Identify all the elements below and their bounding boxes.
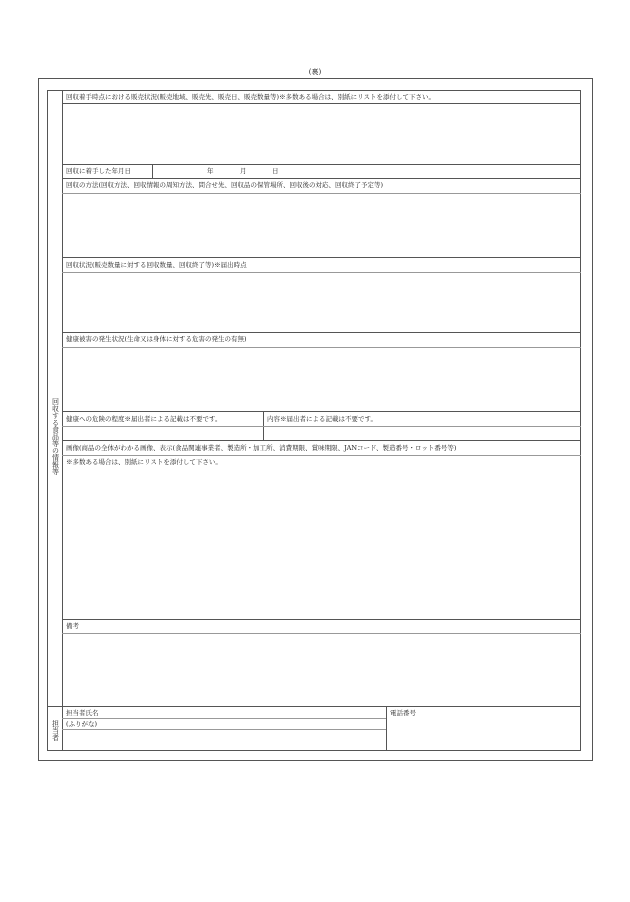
status-label: 回収状況(販売数量に対する回収数量、回収終了等)※届出時点 bbox=[66, 261, 247, 269]
divider bbox=[62, 455, 581, 456]
date-month: 月 bbox=[240, 167, 247, 175]
page-side-title: (裏) bbox=[308, 68, 322, 76]
divider bbox=[62, 729, 386, 730]
sales-status-label: 回収着手時点における販売状況(販売地域、販売先、販売日、販売数量等)※多数ある場合は、別紙にリストを添付して下さい。 bbox=[66, 93, 435, 101]
divider bbox=[62, 347, 581, 348]
date-day: 日 bbox=[272, 167, 279, 175]
divider bbox=[62, 718, 386, 719]
method-label: 回収の方法(回収方法、回収情報の周知方法、問合せ先、回収品の保管場所、回収後の対応、回収終了予定等) bbox=[66, 181, 384, 189]
image-label: 画像(商品の全体がわかる画像、表示(食品関連事業者、製造所・加工所、消費期限、賞味期限、JANコード、製造番号・ロット番号等) bbox=[66, 444, 457, 452]
person-name-label: 担当者氏名 bbox=[66, 709, 99, 717]
divider bbox=[62, 619, 581, 620]
content-label: 内容※届出者による記載は不要です。 bbox=[267, 415, 377, 423]
person-band-label: 担当者 bbox=[51, 719, 60, 741]
divider bbox=[62, 257, 581, 258]
divider bbox=[62, 103, 581, 104]
divider bbox=[386, 706, 387, 751]
divider bbox=[62, 272, 581, 273]
divider bbox=[152, 164, 153, 178]
divider bbox=[62, 178, 581, 179]
furigana-label: (ふりがな) bbox=[66, 720, 98, 728]
divider bbox=[62, 706, 581, 707]
date-year: 年 bbox=[207, 167, 214, 175]
divider bbox=[62, 633, 581, 634]
phone-label: 電話番号 bbox=[390, 709, 416, 717]
image-note: ※多数ある場合は、別紙にリストを添付して下さい。 bbox=[66, 458, 222, 466]
divider bbox=[62, 426, 581, 427]
food-info-band bbox=[47, 90, 63, 707]
divider bbox=[62, 164, 581, 165]
divider bbox=[62, 332, 581, 333]
risk-label: 健康への危険の程度※届出者による記載は不要です。 bbox=[66, 415, 222, 423]
health-damage-label: 健康被害の発生状況(生命又は身体に対する危害の発生の有無) bbox=[66, 335, 247, 343]
remarks-label: 備考 bbox=[66, 622, 79, 630]
divider bbox=[62, 411, 581, 412]
divider bbox=[62, 440, 581, 441]
food-info-band-label: 回収する食品等の情報等 bbox=[51, 397, 60, 475]
person-band bbox=[47, 706, 63, 751]
start-date-label: 回収に着手した年月日 bbox=[66, 167, 131, 175]
divider bbox=[62, 193, 581, 194]
